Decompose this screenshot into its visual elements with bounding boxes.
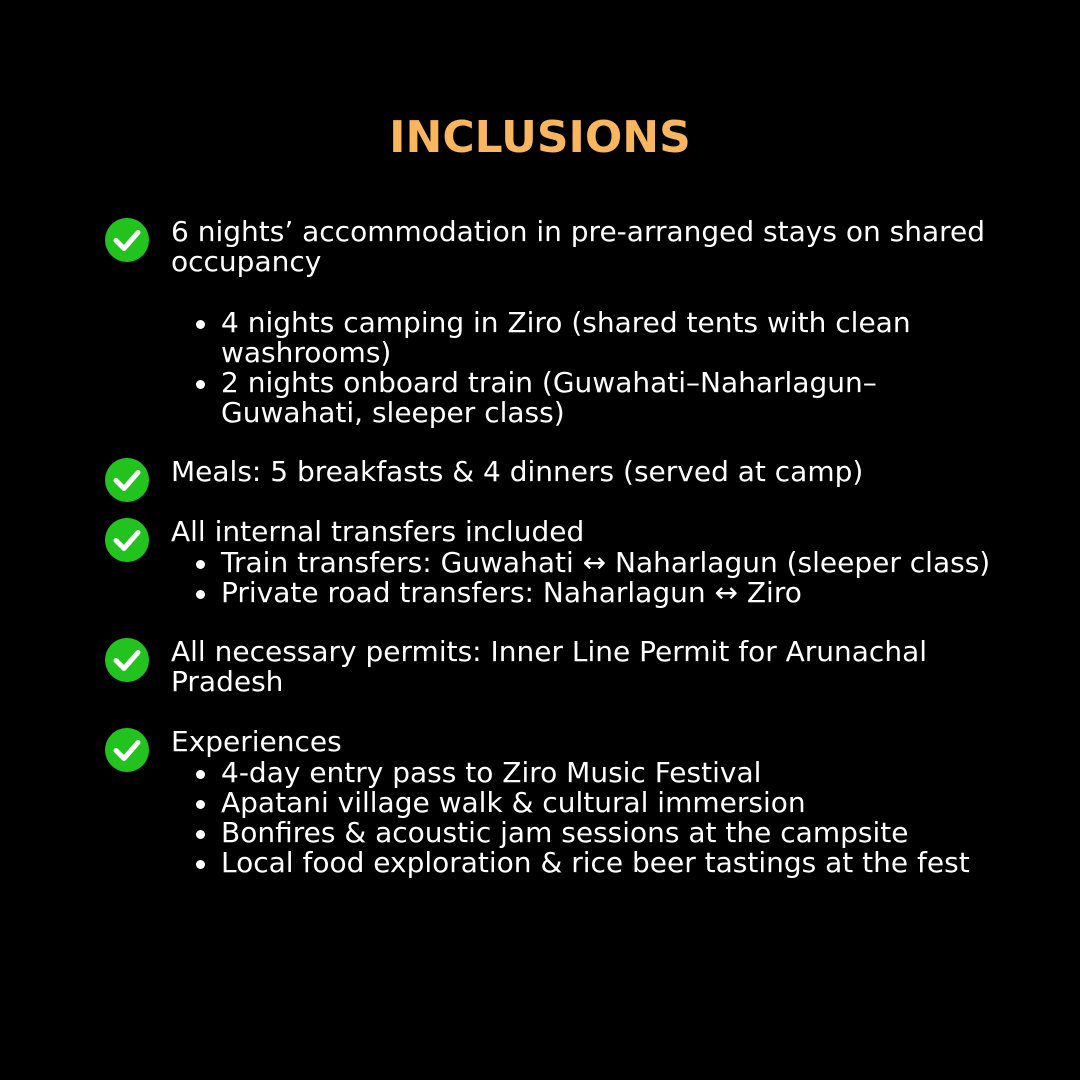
list-item: Bonfires & acoustic jam sessions at the campsite (171, 818, 1001, 848)
check-circle-icon (105, 518, 149, 562)
check-circle-icon (105, 638, 149, 682)
bullet-list (171, 758, 1001, 878)
check-circle-icon (105, 458, 149, 502)
inclusion-heading: 6 nights’ accommodation in pre-arranged stays on shared occupancy (171, 215, 985, 278)
page-title: INCLUSIONS (389, 112, 691, 163)
list-item: Local food exploration & rice beer tastings at the fest (171, 848, 1001, 878)
list-item: Private road transfers: Naharlagun ↔ Ziro (171, 578, 1001, 608)
inclusion-heading: Meals: 5 breakfasts & 4 dinners (served at camp) (171, 455, 864, 488)
list-item: Apatani village walk & cultural immersion (171, 788, 1001, 818)
bullet-list (171, 548, 1001, 608)
bullet-list (171, 308, 1001, 428)
list-item: Train transfers: Guwahati ↔ Naharlagun (sleeper class) (171, 548, 1001, 578)
check-circle-icon (105, 218, 149, 262)
check-circle-icon (105, 728, 149, 772)
inclusion-heading: All necessary permits: Inner Line Permit for Arunachal Pradesh (171, 635, 927, 698)
list-item: 2 nights onboard train (Guwahati–Naharlagun–Guwahati, sleeper class) (171, 368, 1001, 428)
inclusion-heading: All internal transfers included (171, 515, 585, 548)
list-item: 4-day entry pass to Ziro Music Festival (171, 758, 1001, 788)
list-item: 4 nights camping in Ziro (shared tents with clean washrooms) (171, 308, 1001, 368)
inclusion-heading: Experiences (171, 725, 342, 758)
